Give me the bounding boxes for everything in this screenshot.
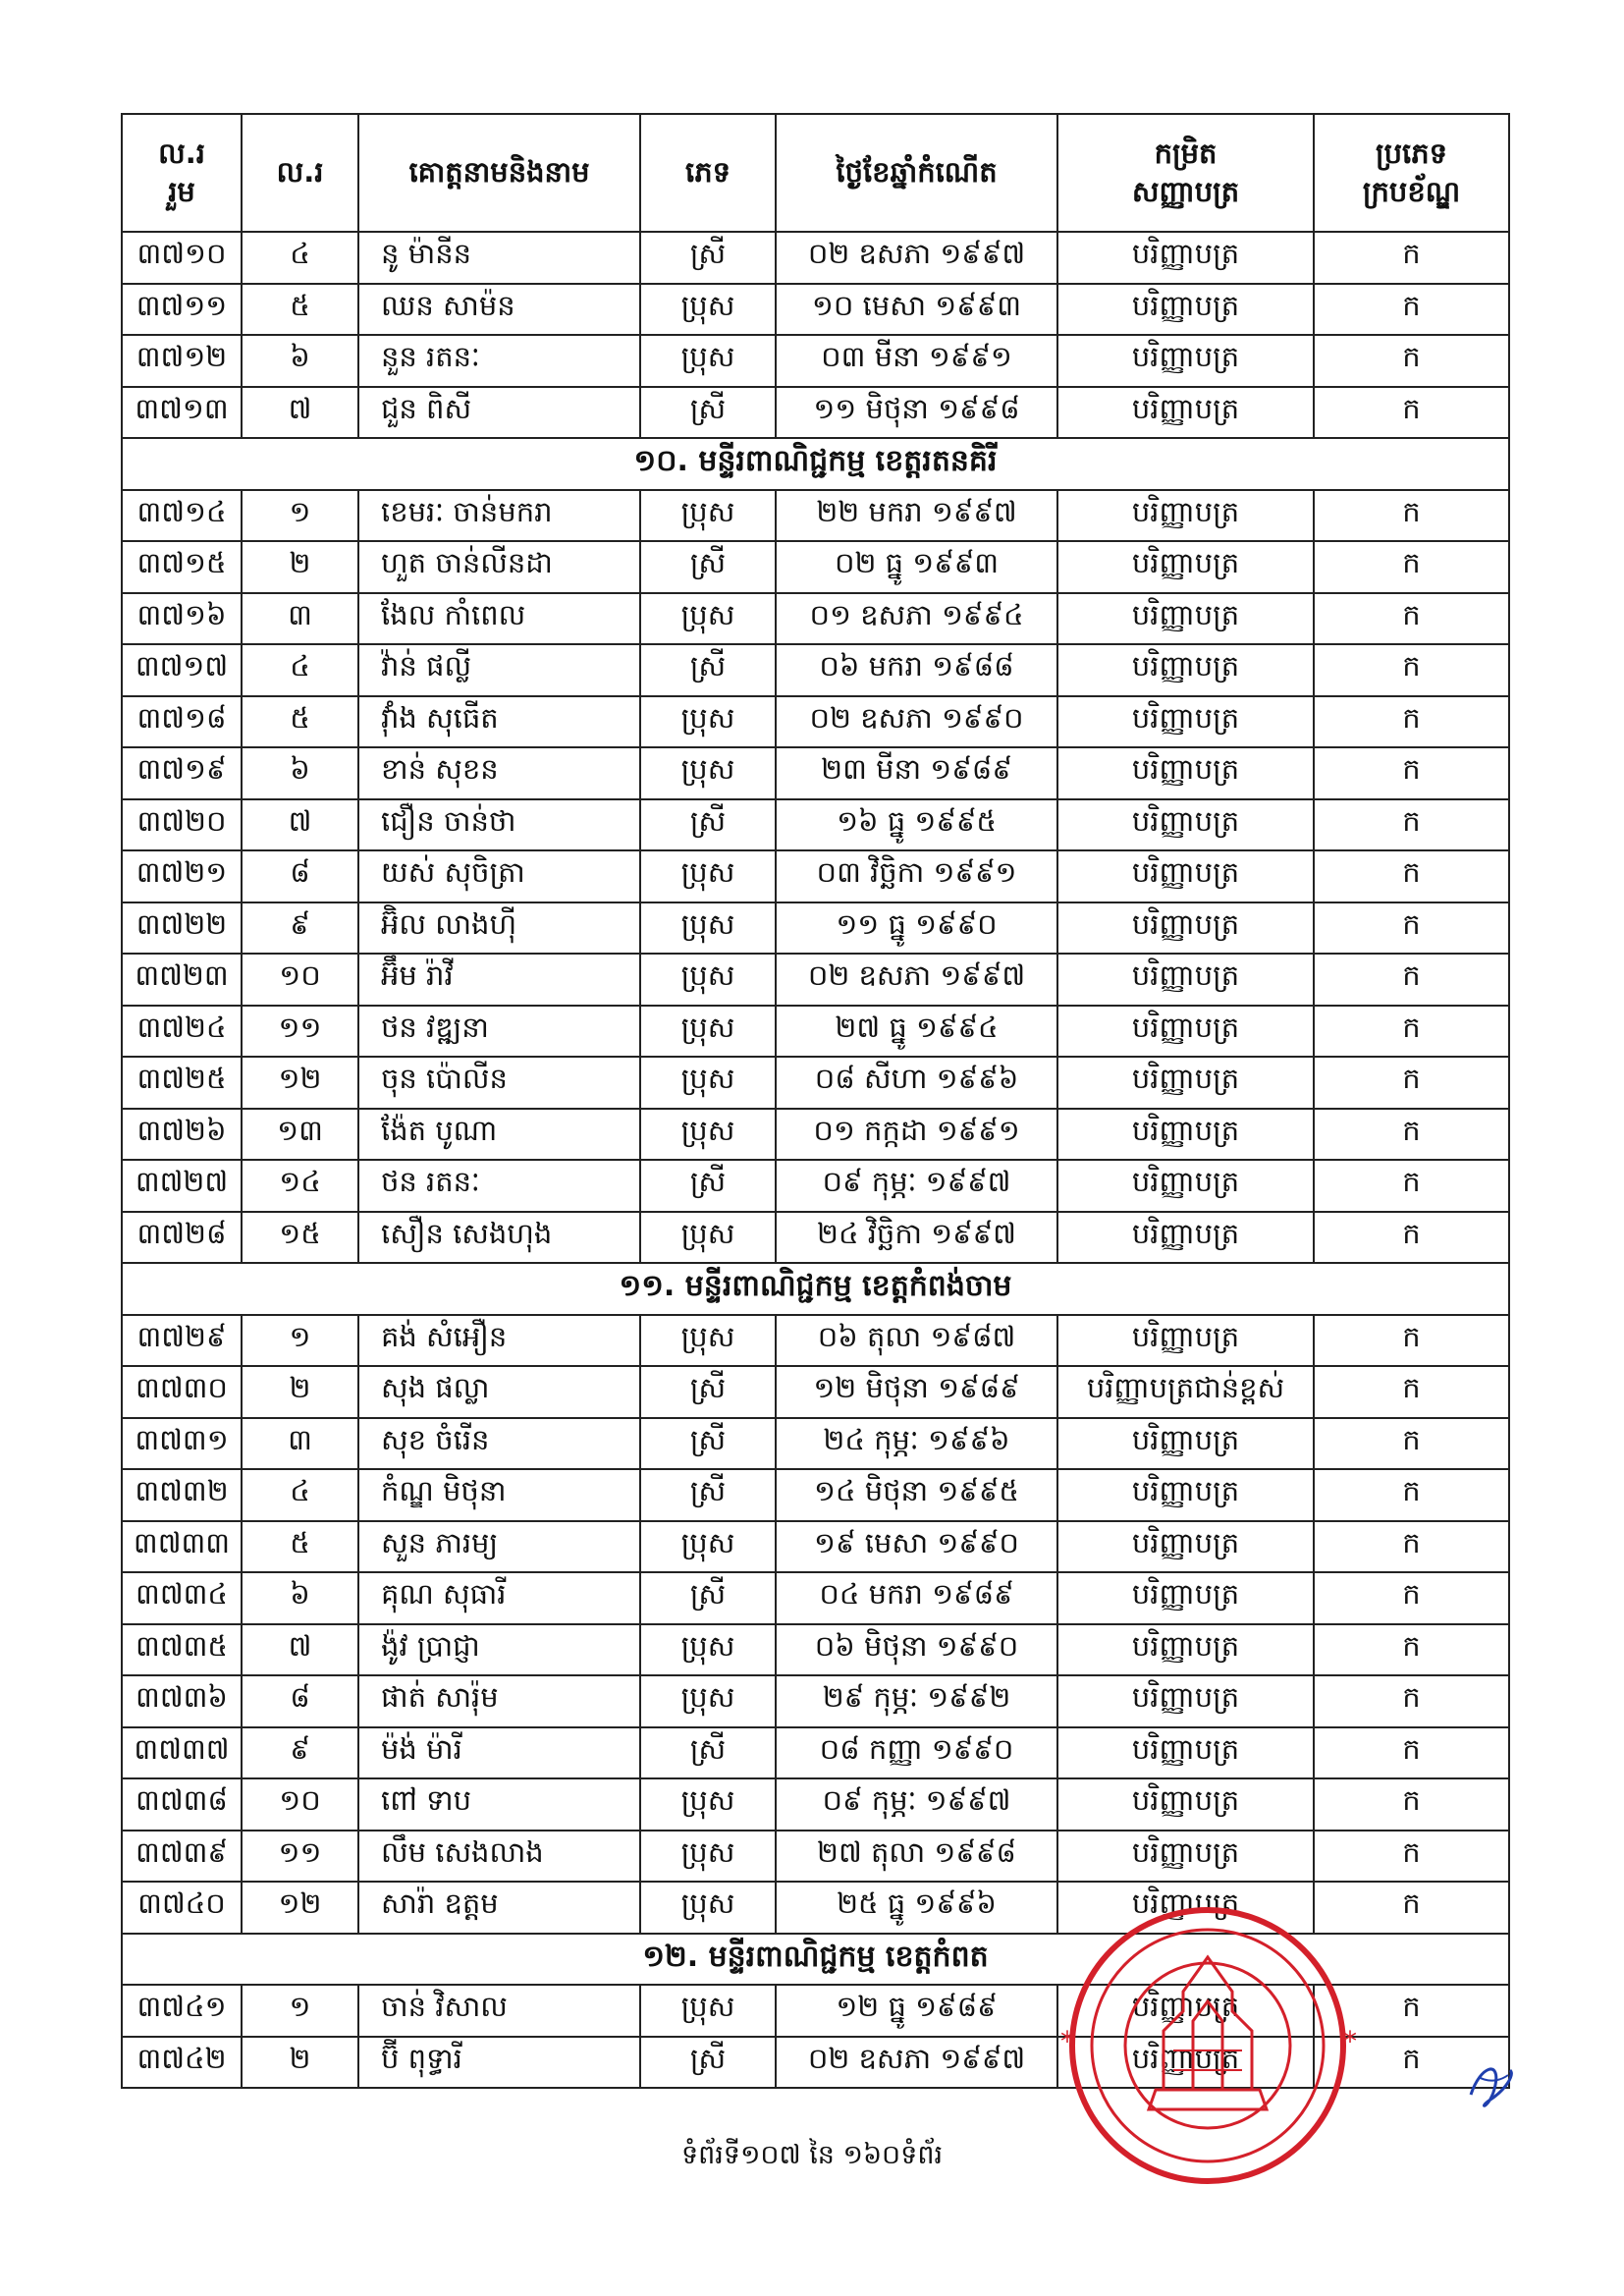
cell-total-no: ៣៧៣៦ — [122, 1675, 242, 1727]
cell-birthdate: ០២ ឧសភា ១៩៩៧ — [776, 954, 1057, 1006]
cell-name: សឿន សេងហុង — [358, 1212, 640, 1264]
cell-name: ចាន់ វិសាល — [358, 1985, 640, 2037]
cell-degree: បរិញ្ញាបត្រ — [1057, 1521, 1314, 1573]
cell-sex: ប្រុស — [640, 1057, 776, 1109]
cell-framework: ក — [1314, 1418, 1509, 1470]
col-header-framework: ប្រភេទ ក្របខ័ណ្ឌ — [1314, 114, 1509, 232]
cell-name: សួន ភារម្យ — [358, 1521, 640, 1573]
svg-text:*: * — [1343, 2025, 1357, 2057]
cell-name: ថន រតនៈ — [358, 1160, 640, 1212]
cell-total-no: ៣៧១២ — [122, 335, 242, 387]
cell-degree: បរិញ្ញាបត្រ — [1057, 1469, 1314, 1521]
cell-no: ៦ — [242, 335, 358, 387]
cell-no: ៥ — [242, 284, 358, 336]
cell-degree: បរិញ្ញាបត្រ — [1057, 284, 1314, 336]
cell-name: វ៉ាន់ ផល្លី — [358, 644, 640, 696]
signature-mark — [1461, 2055, 1520, 2114]
cell-sex: ស្រី — [640, 232, 776, 284]
cell-total-no: ៣៧១៦ — [122, 593, 242, 645]
cell-name: ងែល កាំពេល — [358, 593, 640, 645]
cell-name: សុង ផល្លា — [358, 1366, 640, 1418]
cell-no: ១២ — [242, 1882, 358, 1934]
table-row — [122, 1727, 1509, 1779]
cell-total-no: ៣៧៣២ — [122, 1469, 242, 1521]
cell-no: ២ — [242, 1366, 358, 1418]
table-row — [122, 593, 1509, 645]
cell-degree: បរិញ្ញាបត្រ — [1057, 1057, 1314, 1109]
cell-sex: ស្រី — [640, 644, 776, 696]
cell-degree: បរិញ្ញាបត្រ — [1057, 1675, 1314, 1727]
table-row — [122, 1469, 1509, 1521]
cell-name: លឹម សេងលាង — [358, 1831, 640, 1883]
cell-no: ១៣ — [242, 1109, 358, 1161]
cell-framework: ក — [1314, 1985, 1509, 2037]
table-row — [122, 1109, 1509, 1161]
cell-degree: បរិញ្ញាបត្រ — [1057, 1624, 1314, 1676]
cell-total-no: ៣៧១០ — [122, 232, 242, 284]
cell-no: ៨ — [242, 1675, 358, 1727]
cell-total-no: ៣៧៣៤ — [122, 1572, 242, 1624]
cell-birthdate: ០៩ កុម្ភៈ ១៩៩៧ — [776, 1160, 1057, 1212]
cell-total-no: ៣៧៣៥ — [122, 1624, 242, 1676]
cell-degree: បរិញ្ញាបត្រ — [1057, 1418, 1314, 1470]
cell-degree: បរិញ្ញាបត្រ — [1057, 593, 1314, 645]
cell-total-no: ៣៧១៧ — [122, 644, 242, 696]
cell-framework: ក — [1314, 1366, 1509, 1418]
cell-framework: ក — [1314, 1315, 1509, 1367]
cell-degree: បរិញ្ញាបត្រ — [1057, 902, 1314, 955]
cell-no: ៣ — [242, 1418, 358, 1470]
cell-degree: បរិញ្ញាបត្រ — [1057, 1315, 1314, 1367]
cell-name: នួន រតនៈ — [358, 335, 640, 387]
table-row — [122, 1366, 1509, 1418]
cell-birthdate: ០២ ឧសភា ១៩៩៧ — [776, 2037, 1057, 2089]
cell-degree: បរិញ្ញាបត្រ — [1057, 1212, 1314, 1264]
cell-no: ៣ — [242, 593, 358, 645]
cell-no: ១៤ — [242, 1160, 358, 1212]
cell-name: យស់ សុចិត្រា — [358, 850, 640, 902]
table-row — [122, 1006, 1509, 1058]
cell-degree: បរិញ្ញាបត្រ — [1057, 2037, 1314, 2089]
col-header-birthdate: ថ្ងៃខែឆ្នាំកំណើត — [776, 114, 1057, 232]
cell-framework: ក — [1314, 335, 1509, 387]
cell-birthdate: ១០ មេសា ១៩៩៣ — [776, 284, 1057, 336]
cell-degree: បរិញ្ញាបត្រ — [1057, 1831, 1314, 1883]
cell-degree: បរិញ្ញាបត្រ — [1057, 1572, 1314, 1624]
cell-degree: បរិញ្ញាបត្រ — [1057, 1985, 1314, 2037]
cell-birthdate: ០៦ តុលា ១៩៨៧ — [776, 1315, 1057, 1367]
cell-framework: ក — [1314, 1006, 1509, 1058]
cell-name: ម៉ង់ ម៉ារី — [358, 1727, 640, 1779]
cell-birthdate: ១៩ មេសា ១៩៩០ — [776, 1521, 1057, 1573]
cell-name: អ៊ឹម រ៉ាវី — [358, 954, 640, 1006]
cell-name: សុខ ចំរើន — [358, 1418, 640, 1470]
cell-total-no: ៣៧៤១ — [122, 1985, 242, 2037]
cell-sex: ប្រុស — [640, 1985, 776, 2037]
cell-total-no: ៣៧២២ — [122, 902, 242, 955]
cell-total-no: ៣៧១១ — [122, 284, 242, 336]
table-row — [122, 335, 1509, 387]
cell-birthdate: ១២ ធ្នូ ១៩៨៩ — [776, 1985, 1057, 2037]
cell-total-no: ៣៧១៨ — [122, 696, 242, 748]
cell-name: ជឿន ចាន់ថា — [358, 799, 640, 851]
cell-birthdate: ២៧ តុលា ១៩៩៨ — [776, 1831, 1057, 1883]
table-row — [122, 644, 1509, 696]
cell-framework: ក — [1314, 1727, 1509, 1779]
cell-total-no: ៣៧១៩ — [122, 747, 242, 799]
table-row — [122, 1831, 1509, 1883]
cell-name: ង៉ូវ ប្រាជ្ញា — [358, 1624, 640, 1676]
cell-total-no: ៣៧៤០ — [122, 1882, 242, 1934]
cell-degree: បរិញ្ញាបត្រ — [1057, 1727, 1314, 1779]
cell-birthdate: ១៦ ធ្នូ ១៩៩៥ — [776, 799, 1057, 851]
cell-birthdate: ០៤ មករា ១៩៨៩ — [776, 1572, 1057, 1624]
cell-framework: ក — [1314, 2037, 1509, 2089]
cell-total-no: ៣៧១៥ — [122, 541, 242, 593]
cell-birthdate: ០៩ កុម្ភៈ ១៩៩៧ — [776, 1778, 1057, 1831]
cell-birthdate: ២៣ មីនា ១៩៨៩ — [776, 747, 1057, 799]
table-row — [122, 850, 1509, 902]
table-row — [122, 954, 1509, 1006]
cell-sex: ស្រី — [640, 799, 776, 851]
cell-degree: បរិញ្ញាបត្រ — [1057, 335, 1314, 387]
cell-name: កំណ្ឌ មិថុនា — [358, 1469, 640, 1521]
cell-total-no: ៣៧២៨ — [122, 1212, 242, 1264]
cell-framework: ក — [1314, 799, 1509, 851]
cell-name: ផាត់ សារ៉ុម — [358, 1675, 640, 1727]
cell-name: វ៉ាំង សុធើត — [358, 696, 640, 748]
cell-birthdate: ០១ កក្កដា ១៩៩១ — [776, 1109, 1057, 1161]
cell-birthdate: ២៥ ធ្នូ ១៩៩៦ — [776, 1882, 1057, 1934]
cell-birthdate: ២៤ កុម្ភៈ ១៩៩៦ — [776, 1418, 1057, 1470]
cell-birthdate: ២៧ ធ្នូ ១៩៩៤ — [776, 1006, 1057, 1058]
cell-framework: ក — [1314, 1675, 1509, 1727]
cell-total-no: ៣៧១៣ — [122, 387, 242, 439]
cell-framework: ក — [1314, 284, 1509, 336]
cell-name: គង់ សំអឿន — [358, 1315, 640, 1367]
cell-sex: ប្រុស — [640, 1109, 776, 1161]
cell-total-no: ៣៧៣០ — [122, 1366, 242, 1418]
cell-degree: បរិញ្ញាបត្រ — [1057, 799, 1314, 851]
cell-no: ៥ — [242, 696, 358, 748]
cell-sex: ស្រី — [640, 1418, 776, 1470]
cell-name: សារ៉ា ឧត្តម — [358, 1882, 640, 1934]
cell-total-no: ៣៧២៩ — [122, 1315, 242, 1367]
personnel-table — [121, 113, 1510, 2089]
table-header-row — [122, 114, 1509, 232]
cell-no: ៤ — [242, 644, 358, 696]
cell-no: ៩ — [242, 1727, 358, 1779]
cell-degree: បរិញ្ញាបត្រ — [1057, 1882, 1314, 1934]
cell-no: ១ — [242, 490, 358, 542]
cell-sex: ស្រី — [640, 541, 776, 593]
cell-no: ៦ — [242, 1572, 358, 1624]
svg-text:*: * — [1060, 2025, 1074, 2057]
cell-name: គុណ សុធារី — [358, 1572, 640, 1624]
cell-sex: ប្រុស — [640, 850, 776, 902]
cell-name: ជួន ពិសី — [358, 387, 640, 439]
cell-framework: ក — [1314, 644, 1509, 696]
cell-sex: ប្រុស — [640, 1315, 776, 1367]
section-title: ១២. មន្ទីរពាណិជ្ជកម្ម ខេត្តកំពត — [122, 1934, 1509, 1986]
table-row — [122, 1778, 1509, 1831]
cell-framework: ក — [1314, 747, 1509, 799]
cell-framework: ក — [1314, 850, 1509, 902]
cell-birthdate: ០៦ មិថុនា ១៩៩០ — [776, 1624, 1057, 1676]
cell-degree: បរិញ្ញាបត្រ — [1057, 850, 1314, 902]
page-number-footer: ទំព័រទី១០៧ នៃ ១៦០ទំព័រ — [680, 2140, 944, 2170]
cell-sex: ប្រុស — [640, 593, 776, 645]
cell-birthdate: ១២ មិថុនា ១៩៨៩ — [776, 1366, 1057, 1418]
cell-degree: បរិញ្ញាបត្រ — [1057, 1006, 1314, 1058]
cell-sex: ប្រុស — [640, 1675, 776, 1727]
cell-degree: បរិញ្ញាបត្រ — [1057, 954, 1314, 1006]
cell-birthdate: ០២ ធ្នូ ១៩៩៣ — [776, 541, 1057, 593]
col-header-no: ល.រ — [242, 114, 358, 232]
cell-name: ចុន ប៉ោលីន — [358, 1057, 640, 1109]
cell-no: ១១ — [242, 1831, 358, 1883]
cell-name: ខាន់ សុខន — [358, 747, 640, 799]
table-row — [122, 747, 1509, 799]
cell-total-no: ៣៧២៦ — [122, 1109, 242, 1161]
cell-degree: បរិញ្ញាបត្រ — [1057, 644, 1314, 696]
cell-framework: ក — [1314, 490, 1509, 542]
cell-degree: បរិញ្ញាបត្រ — [1057, 541, 1314, 593]
table-row — [122, 1675, 1509, 1727]
cell-sex: ប្រុស — [640, 284, 776, 336]
cell-no: ៦ — [242, 747, 358, 799]
cell-birthdate: ២៩ កុម្ភៈ ១៩៩២ — [776, 1675, 1057, 1727]
cell-total-no: ៣៧៣៩ — [122, 1831, 242, 1883]
cell-sex: ប្រុស — [640, 1212, 776, 1264]
table-row — [122, 232, 1509, 284]
cell-no: ១៥ — [242, 1212, 358, 1264]
cell-sex: ប្រុស — [640, 902, 776, 955]
cell-total-no: ៣៧៣៧ — [122, 1727, 242, 1779]
cell-sex: ស្រី — [640, 1469, 776, 1521]
cell-framework: ក — [1314, 387, 1509, 439]
table-row — [122, 1521, 1509, 1573]
cell-sex: ប្រុស — [640, 1831, 776, 1883]
cell-birthdate: ០៨ សីហា ១៩៩៦ — [776, 1057, 1057, 1109]
cell-sex: ប្រុស — [640, 335, 776, 387]
cell-total-no: ៣៧២៥ — [122, 1057, 242, 1109]
cell-degree: បរិញ្ញាបត្រ — [1057, 1778, 1314, 1831]
cell-no: ១ — [242, 1985, 358, 2037]
cell-framework: ក — [1314, 1212, 1509, 1264]
cell-birthdate: ០៣ វិច្ឆិកា ១៩៩១ — [776, 850, 1057, 902]
cell-framework: ក — [1314, 1160, 1509, 1212]
cell-sex: ស្រី — [640, 1727, 776, 1779]
table-row — [122, 284, 1509, 336]
table-row — [122, 387, 1509, 439]
table-row — [122, 1572, 1509, 1624]
cell-birthdate: ០២ ឧសភា ១៩៩៧ — [776, 232, 1057, 284]
table-row — [122, 541, 1509, 593]
cell-sex: ប្រុស — [640, 696, 776, 748]
cell-framework: ក — [1314, 1469, 1509, 1521]
cell-name: ហួត ចាន់លីនដា — [358, 541, 640, 593]
cell-birthdate: ១៤ មិថុនា ១៩៩៥ — [776, 1469, 1057, 1521]
cell-total-no: ៣៧៣១ — [122, 1418, 242, 1470]
cell-total-no: ៣៧២៣ — [122, 954, 242, 1006]
cell-no: ១ — [242, 1315, 358, 1367]
cell-no: ៤ — [242, 1469, 358, 1521]
cell-name: ប៊ី ពុទ្ធារី — [358, 2037, 640, 2089]
section-header-row — [122, 1263, 1509, 1315]
cell-birthdate: ០២ ឧសភា ១៩៩០ — [776, 696, 1057, 748]
cell-name: ខេមរៈ ចាន់មករា — [358, 490, 640, 542]
cell-degree: បរិញ្ញាបត្រ — [1057, 1160, 1314, 1212]
cell-sex: ប្រុស — [640, 1521, 776, 1573]
cell-birthdate: ០៦ មករា ១៩៨៨ — [776, 644, 1057, 696]
table-row — [122, 902, 1509, 955]
cell-name: នូ ម៉ានីន — [358, 232, 640, 284]
cell-sex: ប្រុស — [640, 1882, 776, 1934]
cell-name: ង៉ែត បូណា — [358, 1109, 640, 1161]
cell-no: ១០ — [242, 954, 358, 1006]
cell-total-no: ៣៧៣៨ — [122, 1778, 242, 1831]
cell-no: ៩ — [242, 902, 358, 955]
cell-framework: ក — [1314, 1572, 1509, 1624]
cell-framework: ក — [1314, 954, 1509, 1006]
cell-degree: បរិញ្ញាបត្រ — [1057, 490, 1314, 542]
table-row — [122, 1624, 1509, 1676]
cell-no: ៧ — [242, 1624, 358, 1676]
table-row — [122, 799, 1509, 851]
cell-sex: ប្រុស — [640, 747, 776, 799]
col-header-name: គោត្តនាមនិងនាម — [358, 114, 640, 232]
cell-no: ៨ — [242, 850, 358, 902]
cell-framework: ក — [1314, 1831, 1509, 1883]
cell-sex: ប្រុស — [640, 1778, 776, 1831]
cell-sex: ស្រី — [640, 1572, 776, 1624]
cell-framework: ក — [1314, 696, 1509, 748]
table-row — [122, 1212, 1509, 1264]
cell-degree: បរិញ្ញាបត្រជាន់ខ្ពស់ — [1057, 1366, 1314, 1418]
cell-no: ២ — [242, 541, 358, 593]
table-row — [122, 1418, 1509, 1470]
cell-birthdate: ០៨ កញ្ញា ១៩៩០ — [776, 1727, 1057, 1779]
section-title: ១០. មន្ទីរពាណិជ្ជកម្ម ខេត្តរតនគិរី — [122, 438, 1509, 490]
cell-degree: បរិញ្ញាបត្រ — [1057, 696, 1314, 748]
cell-framework: ក — [1314, 541, 1509, 593]
cell-sex: ស្រី — [640, 387, 776, 439]
cell-birthdate: ០៣ មីនា ១៩៩១ — [776, 335, 1057, 387]
cell-no: ៧ — [242, 387, 358, 439]
cell-framework: ក — [1314, 1882, 1509, 1934]
cell-sex: ប្រុស — [640, 1624, 776, 1676]
cell-birthdate: ២៤ វិច្ឆិកា ១៩៩៧ — [776, 1212, 1057, 1264]
cell-no: ២ — [242, 2037, 358, 2089]
cell-total-no: ៣៧២០ — [122, 799, 242, 851]
cell-sex: ស្រី — [640, 2037, 776, 2089]
cell-total-no: ៣៧២៧ — [122, 1160, 242, 1212]
cell-total-no: ៣៧៣៣ — [122, 1521, 242, 1573]
cell-birthdate: ២២ មករា ១៩៩៧ — [776, 490, 1057, 542]
cell-name: ពៅ ទាប — [358, 1778, 640, 1831]
cell-birthdate: ១១ ធ្នូ ១៩៩០ — [776, 902, 1057, 955]
cell-total-no: ៣៧២៤ — [122, 1006, 242, 1058]
cell-sex: ប្រុស — [640, 490, 776, 542]
cell-framework: ក — [1314, 1778, 1509, 1831]
cell-sex: ប្រុស — [640, 1006, 776, 1058]
table-body — [122, 232, 1509, 2088]
cell-no: ១០ — [242, 1778, 358, 1831]
cell-birthdate: ១១ មិថុនា ១៩៩៨ — [776, 387, 1057, 439]
cell-framework: ក — [1314, 1624, 1509, 1676]
cell-framework: ក — [1314, 1057, 1509, 1109]
cell-framework: ក — [1314, 593, 1509, 645]
cell-sex: ស្រី — [640, 1160, 776, 1212]
cell-degree: បរិញ្ញាបត្រ — [1057, 1109, 1314, 1161]
table-row — [122, 1057, 1509, 1109]
col-header-degree: កម្រិត សញ្ញាបត្រ — [1057, 114, 1314, 232]
section-header-row — [122, 438, 1509, 490]
cell-no: ៤ — [242, 232, 358, 284]
cell-birthdate: ០១ ឧសភា ១៩៩៤ — [776, 593, 1057, 645]
cell-degree: បរិញ្ញាបត្រ — [1057, 747, 1314, 799]
cell-framework: ក — [1314, 1109, 1509, 1161]
table-row — [122, 490, 1509, 542]
cell-no: ៥ — [242, 1521, 358, 1573]
cell-name: អ៊ិល លាងហ៊ី — [358, 902, 640, 955]
col-header-total-no: ល.រ រួម — [122, 114, 242, 232]
table-row — [122, 696, 1509, 748]
cell-no: ១១ — [242, 1006, 358, 1058]
table-row — [122, 1160, 1509, 1212]
cell-name: ឈន សាម៉ន — [358, 284, 640, 336]
cell-name: ថន វឌ្ឍនា — [358, 1006, 640, 1058]
cell-degree: បរិញ្ញាបត្រ — [1057, 387, 1314, 439]
cell-framework: ក — [1314, 902, 1509, 955]
section-title: ១១. មន្ទីរពាណិជ្ជកម្ម ខេត្តកំពង់ចាម — [122, 1263, 1509, 1315]
cell-framework: ក — [1314, 1521, 1509, 1573]
cell-degree: បរិញ្ញាបត្រ — [1057, 232, 1314, 284]
cell-sex: ស្រី — [640, 1366, 776, 1418]
col-header-sex: ភេទ — [640, 114, 776, 232]
cell-sex: ប្រុស — [640, 954, 776, 1006]
table-row — [122, 1315, 1509, 1367]
cell-total-no: ៣៧៤២ — [122, 2037, 242, 2089]
cell-no: ១២ — [242, 1057, 358, 1109]
cell-framework: ក — [1314, 232, 1509, 284]
cell-total-no: ៣៧១៤ — [122, 490, 242, 542]
cell-total-no: ៣៧២១ — [122, 850, 242, 902]
cell-no: ៧ — [242, 799, 358, 851]
